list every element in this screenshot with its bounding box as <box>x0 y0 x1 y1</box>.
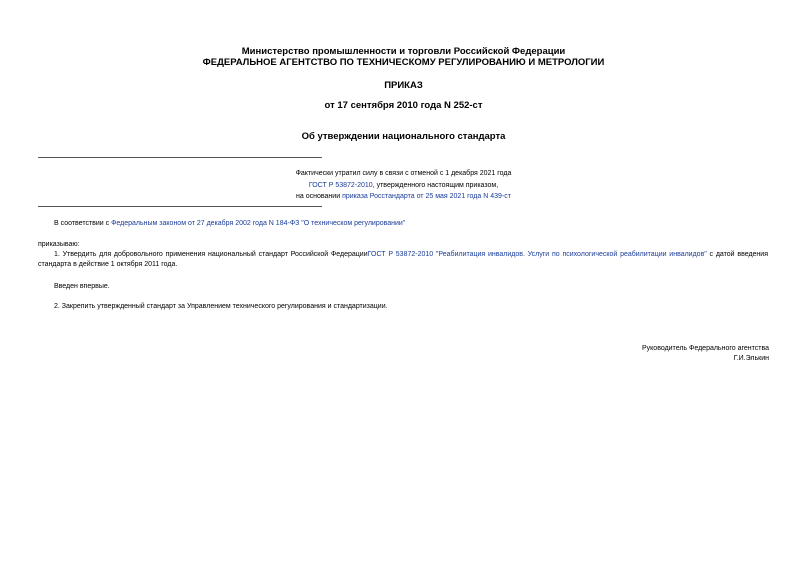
item-2-paragraph: 2. Закрепить утвержденный стандарт за Управлением технического регулирования и стандартизации. <box>54 303 388 310</box>
item-1-text: 1. Утвердить для добровольного применения национальный стандарт Российской Федерации <box>54 251 368 258</box>
top-divider <box>38 157 322 158</box>
agency-title: ФЕДЕРАЛЬНОЕ АГЕНТСТВО ПО ТЕХНИЧЕСКОМУ РЕГУЛИРОВАНИЮ И МЕТРОЛОГИИ <box>202 57 605 68</box>
gost-standard-link[interactable]: ГОСТ Р 53872-2010 "Реабилитация инвалидов. Услуги по психологической реабилитации инвалидов" <box>367 251 707 258</box>
introduced-note: Введен впервые. <box>54 283 110 290</box>
signature-name: Г.И.Элькин <box>733 355 769 362</box>
gost-link[interactable]: ГОСТ Р 53872-2010 <box>308 182 373 189</box>
bottom-divider <box>38 206 322 207</box>
signature-title: Руководитель Федерального агентства <box>641 345 769 352</box>
item-1-paragraph <box>38 250 768 270</box>
intro-text: В соответствии с <box>54 220 112 227</box>
status-note-line3 <box>0 191 807 203</box>
document-date-number: от 17 сентября 2010 года N 252-ст <box>324 100 483 111</box>
intro-paragraph <box>54 219 768 229</box>
order-word: приказываю: <box>38 241 80 248</box>
rosstandart-order-link[interactable]: приказа Росстандарта от 25 мая 2021 года N 439-ст <box>342 193 511 200</box>
document-subject: Об утверждении национального стандарта <box>301 131 506 142</box>
status-note-line1: Фактически утратил силу в связи с отменой с 1 декабря 2021 года <box>295 170 512 177</box>
status-note-line3-text: на основании <box>296 193 343 200</box>
document-type: ПРИКАЗ <box>384 80 423 91</box>
item-1-text-end: с датой введения стандарта в действие 1 октября 2011 года. <box>38 251 768 268</box>
ministry-title: Министерство промышленности и торговли Российской Федерации <box>241 46 566 57</box>
status-note-line2-text: , утвержденного настоящим приказом, <box>372 182 499 189</box>
federal-law-link[interactable]: Федеральным законом от 27 декабря 2002 года N 184-ФЗ "О техническом регулировании" <box>111 220 406 227</box>
